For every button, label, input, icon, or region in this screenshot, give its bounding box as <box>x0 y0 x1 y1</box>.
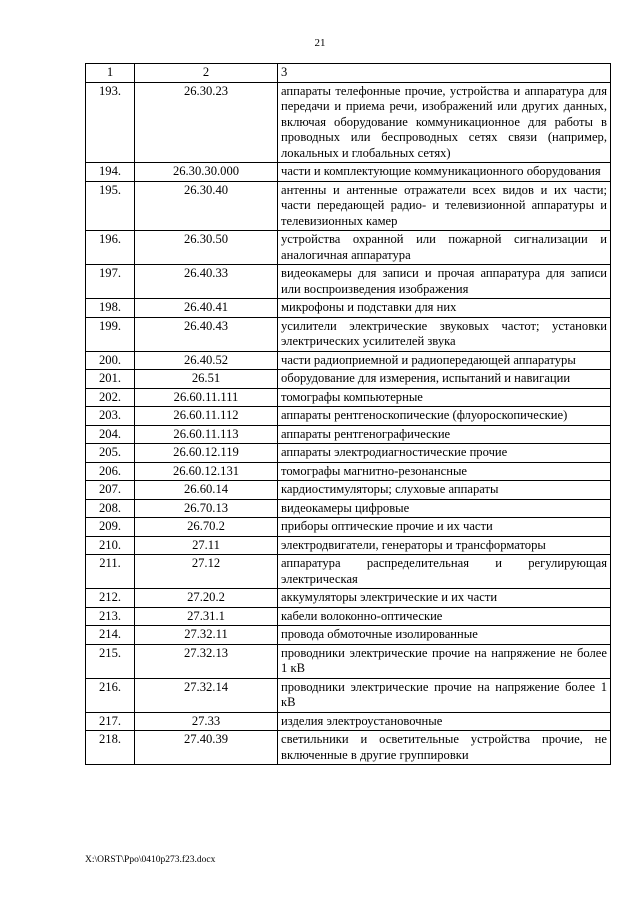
table-row <box>86 163 611 182</box>
code-cell: 27.12 <box>135 555 278 589</box>
description-cell: видеокамеры для записи и прочая аппаратура для записи или воспроизведения изображения <box>278 265 611 299</box>
table-row <box>86 299 611 318</box>
table-row <box>86 370 611 389</box>
description-cell: томографы магнитно-резонансные <box>278 462 611 481</box>
table-row <box>86 231 611 265</box>
row-number: 198. <box>86 299 135 318</box>
table-row <box>86 678 611 712</box>
table-row <box>86 425 611 444</box>
row-number: 202. <box>86 388 135 407</box>
row-number: 196. <box>86 231 135 265</box>
description-cell: аппараты телефонные прочие, устройства и аппаратура для передачи и приема речи, изображений или других данных, включая оборудование коммуникационное для работы в проводных или беспроводных сетях связи (например, локальных и глобальных сетях) <box>278 82 611 163</box>
code-cell: 26.30.50 <box>135 231 278 265</box>
description-cell: томографы компьютерные <box>278 388 611 407</box>
row-number: 194. <box>86 163 135 182</box>
code-cell: 26.51 <box>135 370 278 389</box>
row-number: 214. <box>86 626 135 645</box>
row-number: 208. <box>86 499 135 518</box>
description-cell: части радиоприемной и радиопередающей аппаратуры <box>278 351 611 370</box>
description-cell: электродвигатели, генераторы и трансформаторы <box>278 536 611 555</box>
row-number: 197. <box>86 265 135 299</box>
page-number: 21 <box>314 37 326 49</box>
description-cell: видеокамеры цифровые <box>278 499 611 518</box>
code-cell: 26.60.14 <box>135 481 278 500</box>
code-cell: 27.31.1 <box>135 607 278 626</box>
code-cell: 26.70.13 <box>135 499 278 518</box>
description-cell: аппараты электродиагностические прочие <box>278 444 611 463</box>
description-cell: микрофоны и подставки для них <box>278 299 611 318</box>
description-cell: изделия электроустановочные <box>278 712 611 731</box>
code-cell: 26.60.12.119 <box>135 444 278 463</box>
table-row <box>86 181 611 231</box>
row-number: 209. <box>86 518 135 537</box>
row-number: 193. <box>86 82 135 163</box>
table-row <box>86 589 611 608</box>
code-cell: 27.11 <box>135 536 278 555</box>
description-cell: аппаратура распределительная и регулирующая электрическая <box>278 555 611 589</box>
table-row <box>86 499 611 518</box>
description-cell: устройства охранной или пожарной сигнализации и аналогичная аппаратура <box>278 231 611 265</box>
code-cell: 26.40.43 <box>135 317 278 351</box>
code-cell: 27.32.11 <box>135 626 278 645</box>
table-row <box>86 731 611 765</box>
code-cell: 26.30.40 <box>135 181 278 231</box>
code-cell: 27.33 <box>135 712 278 731</box>
header-col-1: 1 <box>86 64 135 83</box>
code-cell: 26.60.11.111 <box>135 388 278 407</box>
row-number: 205. <box>86 444 135 463</box>
code-cell: 27.40.39 <box>135 731 278 765</box>
table-row <box>86 536 611 555</box>
description-cell: провода обмоточные изолированные <box>278 626 611 645</box>
table-row <box>86 462 611 481</box>
table-row <box>86 351 611 370</box>
code-cell: 26.30.30.000 <box>135 163 278 182</box>
table-row <box>86 265 611 299</box>
code-cell: 27.32.14 <box>135 678 278 712</box>
code-cell: 26.60.11.113 <box>135 425 278 444</box>
row-number: 206. <box>86 462 135 481</box>
code-cell: 26.40.52 <box>135 351 278 370</box>
table-row <box>86 607 611 626</box>
table-row <box>86 317 611 351</box>
code-cell: 26.40.33 <box>135 265 278 299</box>
code-cell: 26.60.11.112 <box>135 407 278 426</box>
row-number: 195. <box>86 181 135 231</box>
table-row <box>86 712 611 731</box>
classification-table <box>85 63 611 765</box>
table-row <box>86 481 611 500</box>
code-cell: 27.20.2 <box>135 589 278 608</box>
code-cell: 27.32.13 <box>135 644 278 678</box>
description-cell: оборудование для измерения, испытаний и навигации <box>278 370 611 389</box>
row-number: 213. <box>86 607 135 626</box>
description-cell: кардиостимуляторы; слуховые аппараты <box>278 481 611 500</box>
row-number: 215. <box>86 644 135 678</box>
description-cell: усилители электрические звуковых частот; установки электрических усилителей звука <box>278 317 611 351</box>
row-number: 199. <box>86 317 135 351</box>
table-row <box>86 626 611 645</box>
row-number: 218. <box>86 731 135 765</box>
description-cell: проводники электрические прочие на напряжение не более 1 кВ <box>278 644 611 678</box>
header-col-2: 2 <box>135 64 278 83</box>
description-cell: кабели волоконно-оптические <box>278 607 611 626</box>
row-number: 217. <box>86 712 135 731</box>
table-row <box>86 388 611 407</box>
row-number: 203. <box>86 407 135 426</box>
row-number: 204. <box>86 425 135 444</box>
row-number: 212. <box>86 589 135 608</box>
row-number: 211. <box>86 555 135 589</box>
description-cell: части и комплектующие коммуникационного оборудования <box>278 163 611 182</box>
description-cell: проводники электрические прочие на напряжение более 1 кВ <box>278 678 611 712</box>
header-col-3: 3 <box>278 64 611 83</box>
code-cell: 26.30.23 <box>135 82 278 163</box>
table-row <box>86 644 611 678</box>
table-row <box>86 82 611 163</box>
footer-file-path: X:\ORST\Ppo\0410p273.f23.docx <box>85 855 216 865</box>
description-cell: антенны и антенные отражатели всех видов и их части; части передающей радио- и телевизионной аппаратуры и телевизионных камер <box>278 181 611 231</box>
code-cell: 26.60.12.131 <box>135 462 278 481</box>
code-cell: 26.40.41 <box>135 299 278 318</box>
code-cell: 26.70.2 <box>135 518 278 537</box>
description-cell: аппараты рентгенографические <box>278 425 611 444</box>
table-header-row <box>86 64 611 83</box>
row-number: 207. <box>86 481 135 500</box>
row-number: 210. <box>86 536 135 555</box>
table-row <box>86 407 611 426</box>
description-cell: светильники и осветительные устройства прочие, не включенные в другие группировки <box>278 731 611 765</box>
table-row <box>86 555 611 589</box>
row-number: 216. <box>86 678 135 712</box>
table-body <box>86 64 611 765</box>
table-row <box>86 444 611 463</box>
description-cell: аппараты рентгеноскопические (флуороскопические) <box>278 407 611 426</box>
table-row <box>86 518 611 537</box>
row-number: 200. <box>86 351 135 370</box>
row-number: 201. <box>86 370 135 389</box>
description-cell: приборы оптические прочие и их части <box>278 518 611 537</box>
description-cell: аккумуляторы электрические и их части <box>278 589 611 608</box>
